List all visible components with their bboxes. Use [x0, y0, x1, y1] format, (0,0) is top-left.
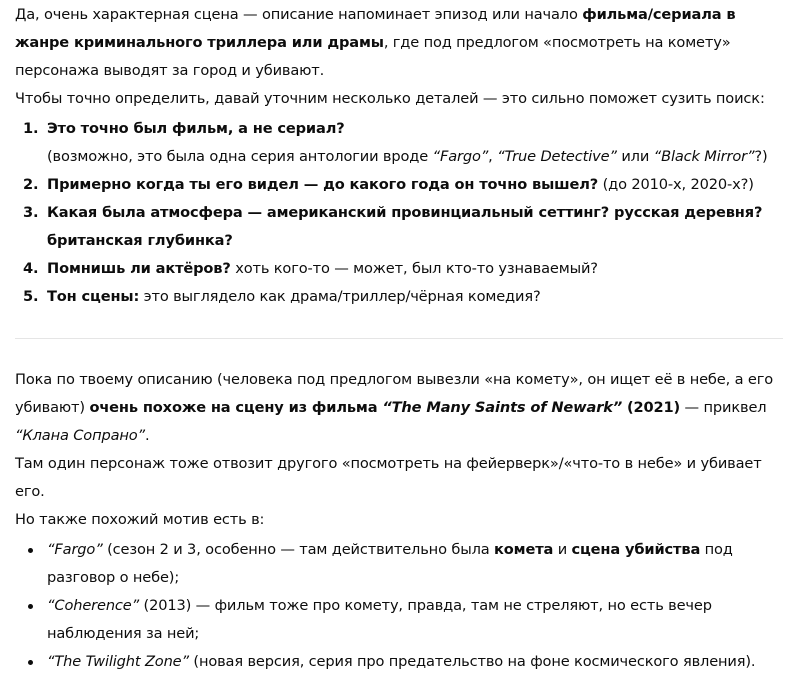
motif-text: (2013) — фильм тоже про комету, правда, там не стреляют, но есть вечер наблюдения за ней; — [47, 597, 712, 642]
separator: ?) — [754, 148, 768, 165]
question-bold: Помнишь ли актёров? — [47, 260, 231, 277]
analysis-paragraph — [15, 366, 790, 450]
question-bold: Какая была атмосфера — американский провинциальный сеттинг? русская деревня? британская глубинка? — [47, 204, 763, 249]
list-item — [15, 171, 790, 199]
separator: или — [616, 148, 654, 165]
question-bold: Тон сцены: — [47, 288, 140, 305]
intro-text: Да, очень характерная сцена — описание напоминает эпизод или начало — [15, 6, 583, 23]
list-item — [15, 255, 790, 283]
list-number: 5. — [23, 288, 39, 305]
show-title: “Fargo” — [432, 148, 489, 165]
analysis-text: . — [144, 427, 150, 444]
list-number: 1. — [23, 120, 39, 137]
show-title: “Клана Сопрано” — [15, 427, 145, 444]
intro-paragraph — [15, 1, 790, 85]
question-sub: (возможно, это была одна серия антологии вроде — [47, 148, 433, 165]
question-rest: это выглядело как драма/триллер/чёрная комедия? — [139, 288, 541, 305]
analysis-paragraph-3: Но также похожий мотив есть в: — [15, 511, 265, 528]
show-title: “Black Mirror” — [653, 148, 755, 165]
assistant-message — [15, 1, 790, 676]
motifs-list — [15, 536, 790, 676]
intro-text-end: , где под предлогом «посмотреть на комету» персонажа выводят за город и убивают. — [15, 34, 731, 79]
list-item — [15, 115, 790, 171]
list-number: 4. — [23, 260, 39, 277]
motif-text: (новая версия, серия про предательство на фоне космического явления). — [188, 653, 756, 670]
bullet-icon — [28, 660, 33, 665]
film-year: (2021) — [622, 399, 681, 416]
list-item — [15, 648, 790, 676]
motif-text: (сезон 2 и 3, особенно — там действительно была — [102, 541, 495, 558]
show-title: “Fargo” — [47, 541, 103, 558]
motif-bold: комета — [494, 541, 554, 558]
clarify-paragraph: Чтобы точно определить, давай уточним несколько деталей — это сильно поможет сузить поиск: — [15, 90, 765, 107]
analysis-text: Пока по твоему описанию (человека под предлогом вывезли «на комету», он ищет её в небе, а его убивают) — [15, 371, 773, 416]
motif-text: под разговор о небе); — [47, 541, 733, 586]
bullet-icon — [28, 548, 33, 553]
list-item — [15, 536, 790, 592]
list-item — [15, 592, 790, 648]
analysis-paragraph-2: Там один персонаж тоже отвозит другого «посмотреть на фейерверк»/«что-то в небе» и убивает его. — [15, 455, 762, 500]
bullet-icon — [28, 604, 33, 609]
analysis-bold — [89, 399, 680, 416]
question-bold: Примерно когда ты его видел — до какого года он точно вышел? — [47, 176, 599, 193]
horizontal-divider — [15, 338, 783, 339]
list-item — [15, 199, 790, 255]
question-rest: хоть кого-то — может, был кто-то узнаваемый? — [230, 260, 598, 277]
analysis-bold-text: очень похоже на сцену из фильма — [89, 399, 383, 416]
list-item — [15, 283, 790, 311]
intro-bold: фильма/сериала в жанре криминального триллера или драмы — [15, 6, 736, 51]
list-number: 2. — [23, 176, 39, 193]
question-bold: Это точно был фильм, а не сериал? — [47, 120, 345, 137]
film-title: “The Many Saints of Newark” — [382, 399, 623, 416]
list-number: 3. — [23, 204, 39, 221]
analysis-text: — приквел — [680, 399, 767, 416]
show-title: “The Twilight Zone” — [47, 653, 189, 670]
motif-text: и — [553, 541, 572, 558]
separator: , — [488, 148, 498, 165]
film-title: “Coherence” — [47, 597, 140, 614]
motif-bold: сцена убийства — [571, 541, 701, 558]
question-rest: (до 2010-х, 2020-х?) — [598, 176, 754, 193]
questions-list — [15, 115, 790, 311]
show-title: “True Detective” — [497, 148, 617, 165]
